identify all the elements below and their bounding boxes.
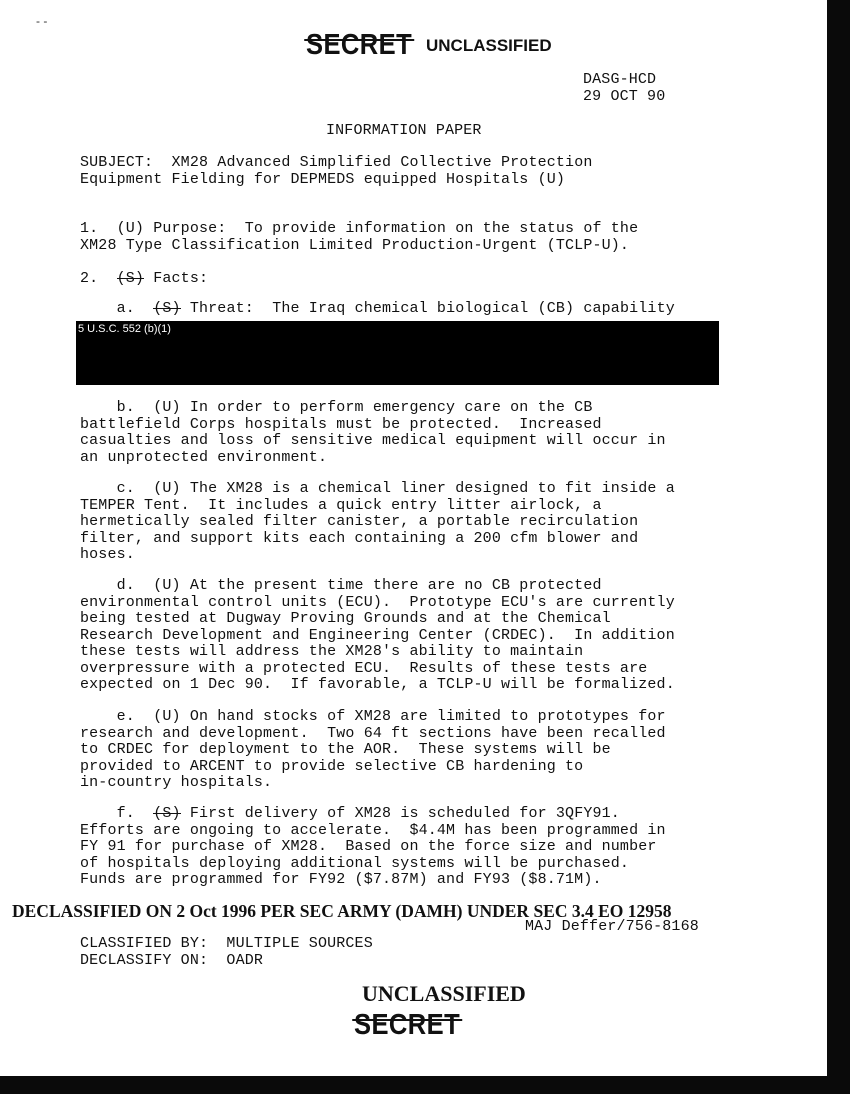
- subject-block: [80, 155, 593, 188]
- paragraph-line: hoses.: [80, 546, 135, 563]
- paragraph-prefix: a.: [80, 300, 154, 317]
- paragraph-line: Research Development and Engineering Center (CRDEC). In addition: [80, 626, 675, 644]
- paragraph-line: overpressure with a protected ECU. Results of these tests are: [80, 659, 648, 677]
- redaction-exemption-label: 5 U.S.C. 552 (b)(1): [78, 323, 171, 335]
- declassification-stamp: DECLASSIFIED ON 2 Oct 1996 PER SEC ARMY (DAMH) UNDER SEC 3.4 EO 12958: [12, 901, 672, 921]
- struck-classification-marking: (S): [153, 805, 181, 822]
- struck-classification-marking: (S): [153, 300, 181, 317]
- facts-label: Facts:: [144, 270, 209, 287]
- paragraph-line: TEMPER Tent. It includes a quick entry litter airlock, a: [80, 496, 602, 514]
- paragraph-line: research and development. Two 64 ft sections have been recalled: [80, 724, 666, 742]
- paragraph-line: to CRDEC for deployment to the AOR. These systems will be: [80, 741, 611, 758]
- paragraph-2-facts-heading: [80, 271, 208, 288]
- paragraph-line: being tested at Dugway Proving Grounds and at the Chemical: [80, 610, 611, 627]
- paragraph-line: e. (U) On hand stocks of XM28 are limited to prototypes for: [80, 708, 666, 725]
- subject-label: SUBJECT:: [80, 154, 154, 171]
- paragraph-d: [80, 578, 675, 694]
- paragraph-line: of hospitals deploying additional systems will be purchased.: [80, 854, 630, 872]
- paragraph-f: [80, 806, 666, 889]
- document-date: 29 OCT 90: [583, 88, 666, 105]
- declassify-on-line: DECLASSIFY ON: OADR: [80, 951, 264, 969]
- paragraph-line: Funds are programmed for FY92 ($7.87M) and FY93 ($8.71M).: [80, 871, 602, 888]
- paragraph-line: filter, and support kits each containing a 200 cfm blower and: [80, 529, 639, 547]
- paragraph-a-threat: [80, 301, 675, 318]
- unclassified-marking-bottom: UNCLASSIFIED: [362, 981, 526, 1006]
- paragraph-line: 1. (U) Purpose: To provide information on the status of the: [80, 220, 639, 237]
- contact-line: MAJ Deffer/756-8168: [525, 918, 699, 935]
- paragraph-line: d. (U) At the present time there are no CB protected: [80, 577, 602, 594]
- paragraph-text: First delivery of XM28 is scheduled for 3QFY91.: [180, 805, 620, 822]
- paragraph-text: Threat: The Iraq chemical biological (CB) capability: [180, 300, 675, 317]
- unclassified-marking-top: UNCLASSIFIED: [426, 36, 552, 55]
- scan-border-right: [827, 0, 850, 1094]
- document-title: INFORMATION PAPER: [326, 122, 482, 139]
- secret-marking-top-struck: SECRET: [306, 29, 413, 61]
- classified-by-line: CLASSIFIED BY: MULTIPLE SOURCES: [80, 935, 373, 952]
- paragraph-line: environmental control units (ECU). Prototype ECU's are currently: [80, 593, 675, 611]
- paragraph-line: these tests will address the XM28's ability to maintain: [80, 643, 584, 660]
- paragraph-1-purpose: [80, 221, 638, 254]
- paragraph-prefix: f.: [80, 805, 154, 822]
- subject-line-2: Equipment Fielding for DEPMEDS equipped Hospitals (U): [80, 170, 566, 188]
- paragraph-line: in-country hospitals.: [80, 774, 273, 791]
- secret-marking-bottom-struck: SECRET: [354, 1009, 461, 1041]
- paragraph-line: hermetically sealed filter canister, a portable recirculation: [80, 513, 639, 530]
- paragraph-c: [80, 481, 675, 564]
- paragraph-line: b. (U) In order to perform emergency care on the CB: [80, 399, 593, 416]
- scan-border-bottom: [0, 1076, 850, 1094]
- paragraph-b: [80, 400, 666, 466]
- paragraph-line: Efforts are ongoing to accelerate. $4.4M has been programmed in: [80, 821, 666, 839]
- office-symbol: DASG-HCD: [583, 71, 657, 88]
- struck-classification-marking: (S): [116, 270, 145, 287]
- paragraph-line: expected on 1 Dec 90. If favorable, a TCLP-U will be formalized.: [80, 676, 675, 693]
- subject-line-1: XM28 Advanced Simplified Collective Protection: [171, 154, 593, 171]
- paragraph-line: battlefield Corps hospitals must be protected. Increased: [80, 415, 602, 433]
- paragraph-line: provided to ARCENT to provide selective CB hardening to: [80, 757, 584, 775]
- scan-speck: - -: [36, 14, 48, 28]
- paragraph-line: c. (U) The XM28 is a chemical liner designed to fit inside a: [80, 480, 675, 497]
- paragraph-e: [80, 709, 666, 792]
- paragraph-line: FY 91 for purchase of XM28. Based on the force size and number: [80, 838, 657, 855]
- paragraph-line: an unprotected environment.: [80, 448, 328, 466]
- paragraph-number: 2.: [80, 270, 117, 287]
- paragraph-line: XM28 Type Classification Limited Production-Urgent (TCLP-U).: [80, 236, 630, 254]
- paragraph-line: casualties and loss of sensitive medical equipment will occur in: [80, 432, 666, 449]
- redaction-block: [76, 321, 719, 385]
- classification-authority-block: [80, 936, 373, 969]
